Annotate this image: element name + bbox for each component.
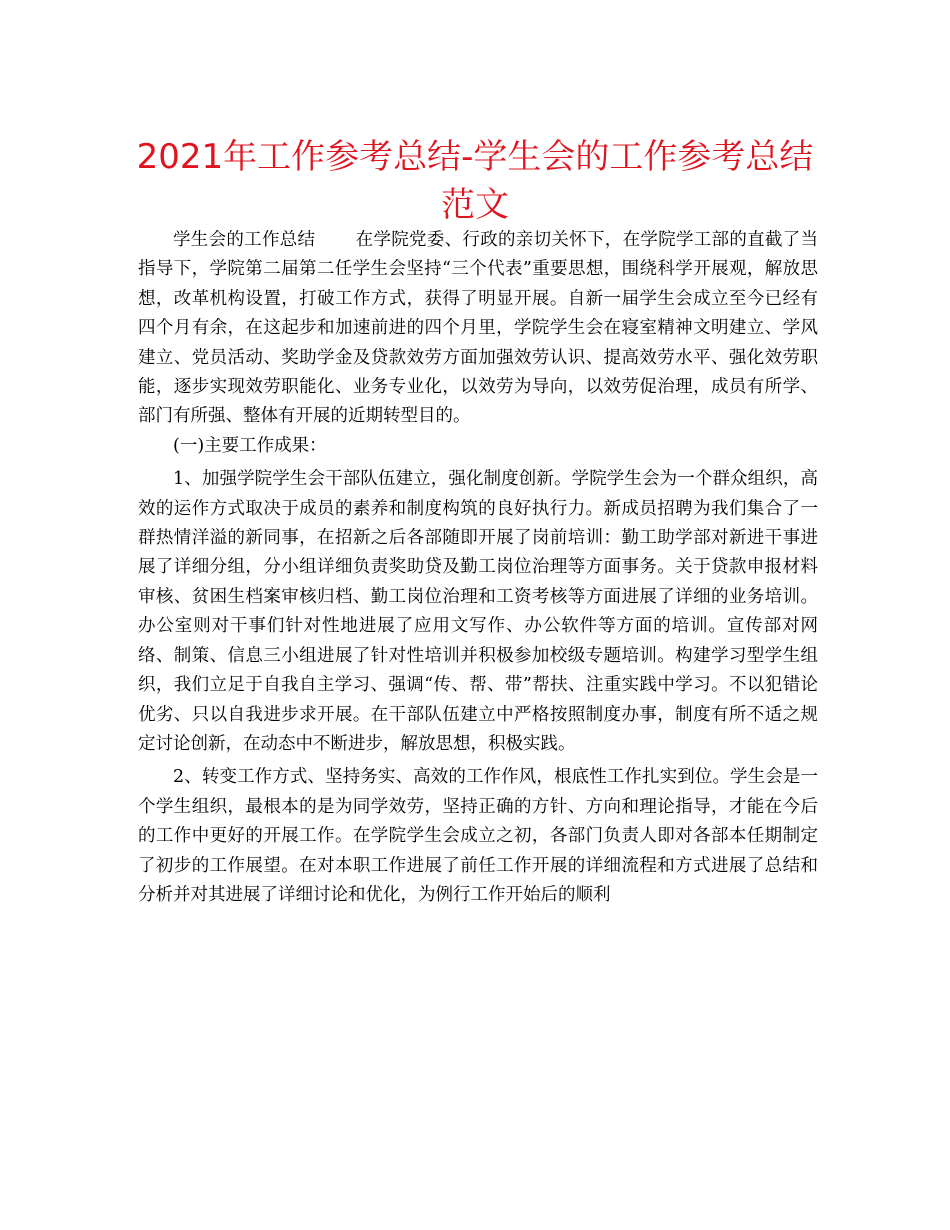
document-title: 2021年工作参考总结-学生会的工作参考总结范文 xyxy=(136,137,814,225)
paragraph-section-heading: (一)主要工作成果： xyxy=(173,435,327,456)
document-body xyxy=(138,226,818,914)
paragraph-intro xyxy=(138,226,818,432)
paragraph-item-1: 1、加强学院学生会干部队伍建立，强化制度创新。学院学生会为一个群众组织，高效的运作方式取决于成员的素养和制度构筑的良好执行力。新成员招聘为我们集合了一群热情洋溢的新同事，在招新之后各部随即开展了岗前培训：勤工助学部对新进干事进展了详细分组，分小组详细负责奖助贷及勤工岗位治理等方面事务。关于贷款申报材料审核、贫困生档案审核归档、勤工岗位治理和工资考核等方面进展了详细的业务培训。办公室则对干事们针对性地进展了应用文写作、办公软件等方面的培训。宣传部对网络、制策、信息三小组进展了针对性培训并积极参加校级专题培训。构建学习型学生组织，我们立足于自我自主学习、强调“传、帮、带”帮扶、注重实践中学习。不以犯错论优劣、只以自我进步求开展。在干部队伍建立中严格按照制度办事，制度有所不适之规定讨论创新，在动态中不断进步，解放思想，积极实践。 xyxy=(138,469,818,754)
paragraph-item-2: 2、转变工作方式、坚持务实、高效的工作作风，根底性工作扎实到位。学生会是一个学生组织，最根本的是为同学效劳，坚持正确的方针、方向和理论指导，才能在今后的工作中更好的开展工作。在学院学生会成立之初，各部门负责人即对各部本任期制定了初步的工作展望。在对本职工作进展了前任工作开展的详细流程和方式进展了总结和分析并对其进展了详细讨论和优化，为例行工作开始后的顺利 xyxy=(138,767,818,905)
intro-heading: 学生会的工作总结 xyxy=(173,230,316,250)
intro-text: 在学院党委、行政的亲切关怀下，在学院学工部的直截了当指导下，学院第二届第二任学生会坚持“三个代表”重要思想，围绕科学开展观，解放思想，改革机构设置，打破工作方式，获得了明显开展。自新一届学生会成立至今已经有四个月有余，在这起步和加速前进的四个月里，学院学生会在寝室精神文明建立、学风建立、党员活动、奖助学金及贷款效劳方面加强效劳认识、提高效劳水平、强化效劳职能，逐步实现效劳职能化、业务专业化，以效劳为导向，以效劳促治理，成员有所学、部门有所强、整体有开展的近期转型目的。 xyxy=(138,230,819,427)
